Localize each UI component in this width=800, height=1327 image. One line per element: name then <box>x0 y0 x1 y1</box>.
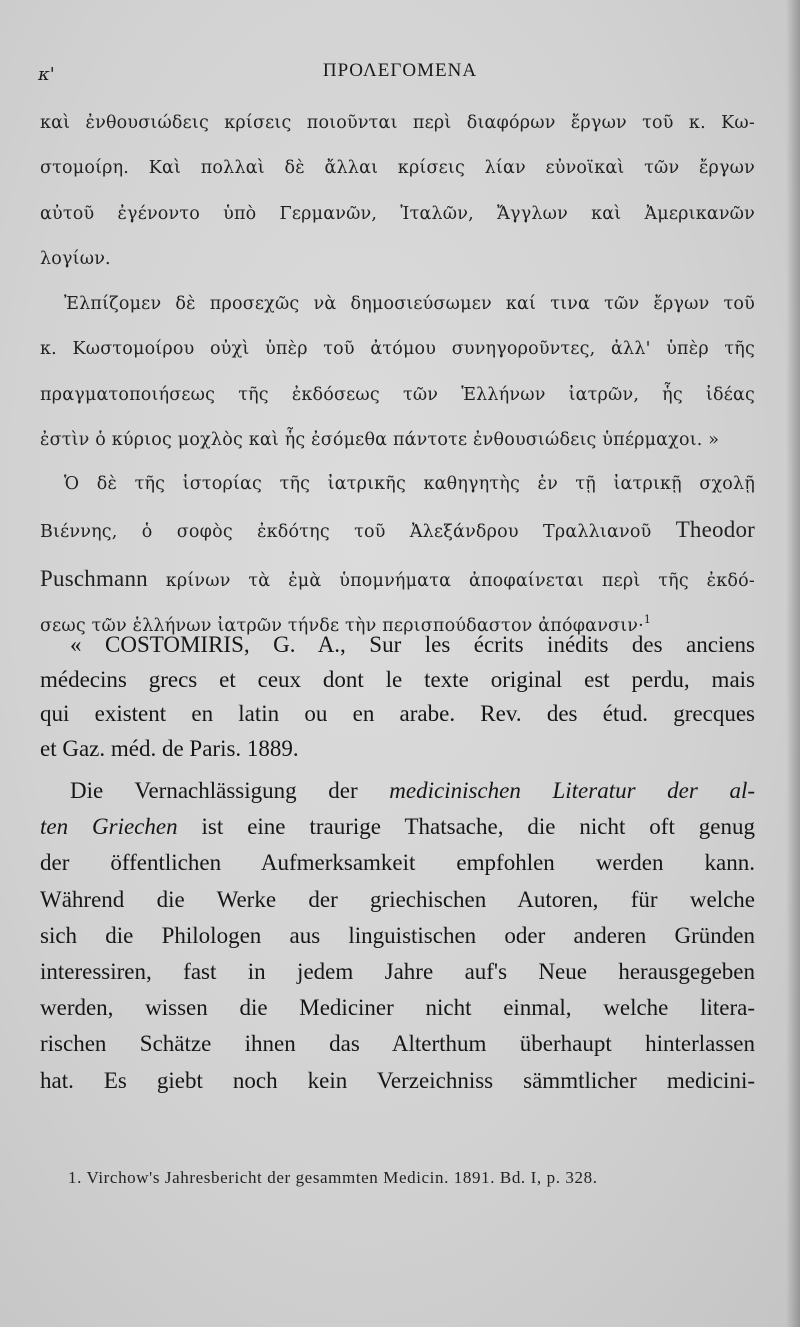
german-paragraph <box>40 773 755 1099</box>
text-line: λογίων. <box>40 248 111 269</box>
text-line: qui existent en latin ou en arabe. Rev. des étud. grecques <box>40 701 755 727</box>
text-line: der öffentlichen Aufmerksamkeit empfohlen werden kann. <box>40 850 755 876</box>
author-name-puschmann: Puschmann <box>40 565 148 591</box>
text-line <box>40 507 755 555</box>
text-line: Ἐλπίζομεν δὲ προσεχῶς νὰ δημοσιεύσωμεν καί τινα τῶν ἔργων τοῦ <box>64 294 755 314</box>
footnote: 1. Virchow's Jahresbericht der gesammten Medicin. 1891. Bd. I, p. 328. <box>68 1168 598 1187</box>
text-line <box>40 556 755 604</box>
text-line: αὐτοῦ ἐγένοντο ὑπὸ Γερμανῶν, Ἰταλῶν, Ἄγγλων καὶ Ἀμερικανῶν <box>40 203 755 224</box>
greek-paragraph-1 <box>40 101 755 282</box>
text-line: Ὁ δὲ τῆς ἱστορίας τῆς ἰατρικῆς καθηγητὴς ἐν τῇ ἰατρικῇ σχολῇ <box>64 474 755 494</box>
text-line: rischen Schätze ihnen das Alterthum überhaupt hinterlassen <box>40 1031 755 1057</box>
page-number: κ' <box>38 64 55 85</box>
text-line: « COSTOMIRIS, G. A., Sur les écrits inédits des anciens <box>70 632 755 657</box>
italic-title: medicinischen Literatur der al- <box>389 778 755 803</box>
text-line <box>40 773 755 809</box>
text-line: κ. Κωστομοίρου οὐχὶ ὑπὲρ τοῦ ἀτόμου συνηγοροῦντες, ἀλλ' ὑπὲρ τῆς <box>40 339 755 360</box>
text-line: hat. Es giebt noch kein Verzeichniss sämmtlicher medicini- <box>40 1067 755 1093</box>
running-title: ΠΡΟΛΕΓΟΜΕΝΑ <box>322 60 478 81</box>
text-line: καὶ ἐνθουσιώδεις κρίσεις ποιοῦνται περὶ διαφόρων ἔργων τοῦ κ. Κω- <box>40 113 755 133</box>
text-fragment: σεως τῶν ἑλλήνων ἰατρῶν τήνδε τὴν περισπούδαστον ἀπόφανσιν· <box>40 615 644 636</box>
author-name-theodor: Theodor <box>675 517 756 543</box>
greek-paragraph-3 <box>40 462 755 649</box>
french-citation <box>40 628 755 766</box>
text-line: Während die Werke der griechischen Autoren, für welche <box>40 886 755 912</box>
italic-title: ten Griechen <box>40 814 178 840</box>
text-line: interessiren, fast in jedem Jahre auf's Neue herausgegeben <box>40 959 755 985</box>
text-line <box>40 809 755 845</box>
text-line: médecins grecs et ceux dont le texte original est perdu, mais <box>40 666 755 692</box>
text-line: werden, wissen die Mediciner nicht einmal, welche litera- <box>40 995 755 1021</box>
text-line: πραγματοποιήσεως τῆς ἐκδόσεως τῶν Ἑλλήνων ἰατρῶν, ἧς ἰδέας <box>40 384 755 405</box>
text-line: sich die Philologen aus linguistischen oder anderen Gründen <box>40 922 755 948</box>
footnote-ref: 1 <box>643 612 652 626</box>
text-fragment: Βιέννης, ὁ σοφὸς ἐκδότης τοῦ Ἀλεξάνδρου Τραλλιανοῦ <box>40 522 652 543</box>
text-line: ἐστὶν ὁ κύριος μοχλὸς καὶ ἧς ἐσόμεθα πάντοτε ἐνθουσιώδεις ὑπέρμαχοι. » <box>40 429 720 450</box>
text-line: στομοίρη. Καὶ πολλαὶ δὲ ἄλλαι κρίσεις λίαν εὐνοϊκαὶ τῶν ἔργων <box>40 158 755 179</box>
text-line: et Gaz. méd. de Paris. 1889. <box>40 735 299 761</box>
text-fragment: Die Vernachlässigung der <box>70 778 358 803</box>
greek-paragraph-2 <box>40 282 755 463</box>
text-fragment: ist eine traurige Thatsache, die nicht oft genug <box>201 814 755 840</box>
page-gutter-shadow <box>786 0 800 1327</box>
text-fragment: κρίνων τὰ ἐμὰ ὑπομνήματα ἀποφαίνεται περὶ τῆς ἐκδό- <box>165 570 755 591</box>
page-header <box>0 58 800 88</box>
